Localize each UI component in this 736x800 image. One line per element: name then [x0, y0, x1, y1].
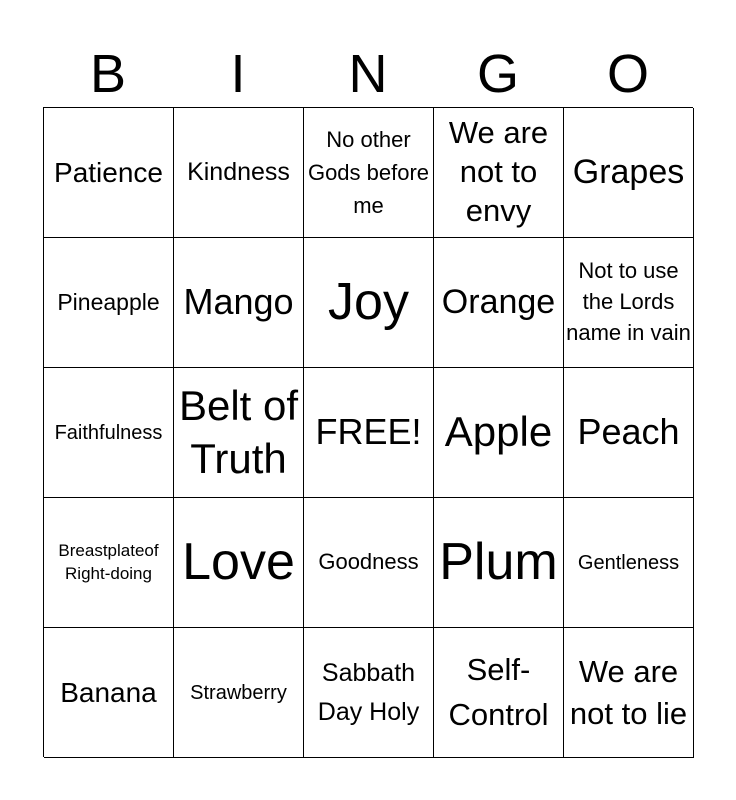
bingo-cell: Not to use the Lords name in vain — [564, 238, 694, 368]
bingo-cell: Gentleness — [564, 498, 694, 628]
bingo-cell: Faithfulness — [44, 368, 174, 498]
bingo-cell: Pineapple — [44, 238, 174, 368]
header-letter-n: N — [348, 44, 388, 104]
bingo-cell: Kindness — [174, 108, 304, 238]
bingo-cell: We are not to envy — [434, 108, 564, 238]
bingo-cell: Patience — [44, 108, 174, 238]
bingo-cell: Strawberry — [174, 628, 304, 758]
bingo-cell: Mango — [174, 238, 304, 368]
bingo-cell: Breastplateof Right-doing — [44, 498, 174, 628]
header-letter-b: B — [89, 44, 127, 104]
bingo-cell: Joy — [304, 238, 434, 368]
bingo-cell: No other Gods before me — [304, 108, 434, 238]
header-letter-g: G — [476, 44, 519, 104]
bingo-cell: Sabbath Day Holy — [304, 628, 434, 758]
bingo-cell: Apple — [434, 368, 564, 498]
bingo-cell: Belt of Truth — [174, 368, 304, 498]
header-letter-o: O — [606, 44, 649, 104]
bingo-cell: Love — [174, 498, 304, 628]
bingo-cell: Self-Control — [434, 628, 564, 758]
bingo-cell: Banana — [44, 628, 174, 758]
bingo-cell: Grapes — [564, 108, 694, 238]
bingo-cell: FREE! — [304, 368, 434, 498]
bingo-cell: Goodness — [304, 498, 434, 628]
bingo-cell: Orange — [434, 238, 564, 368]
bingo-cell: Plum — [434, 498, 564, 628]
header-letter-i: I — [230, 44, 246, 104]
bingo-cell: We are not to lie — [564, 628, 694, 758]
bingo-board — [43, 107, 693, 757]
bingo-header — [43, 40, 693, 108]
bingo-cell: Peach — [564, 368, 694, 498]
